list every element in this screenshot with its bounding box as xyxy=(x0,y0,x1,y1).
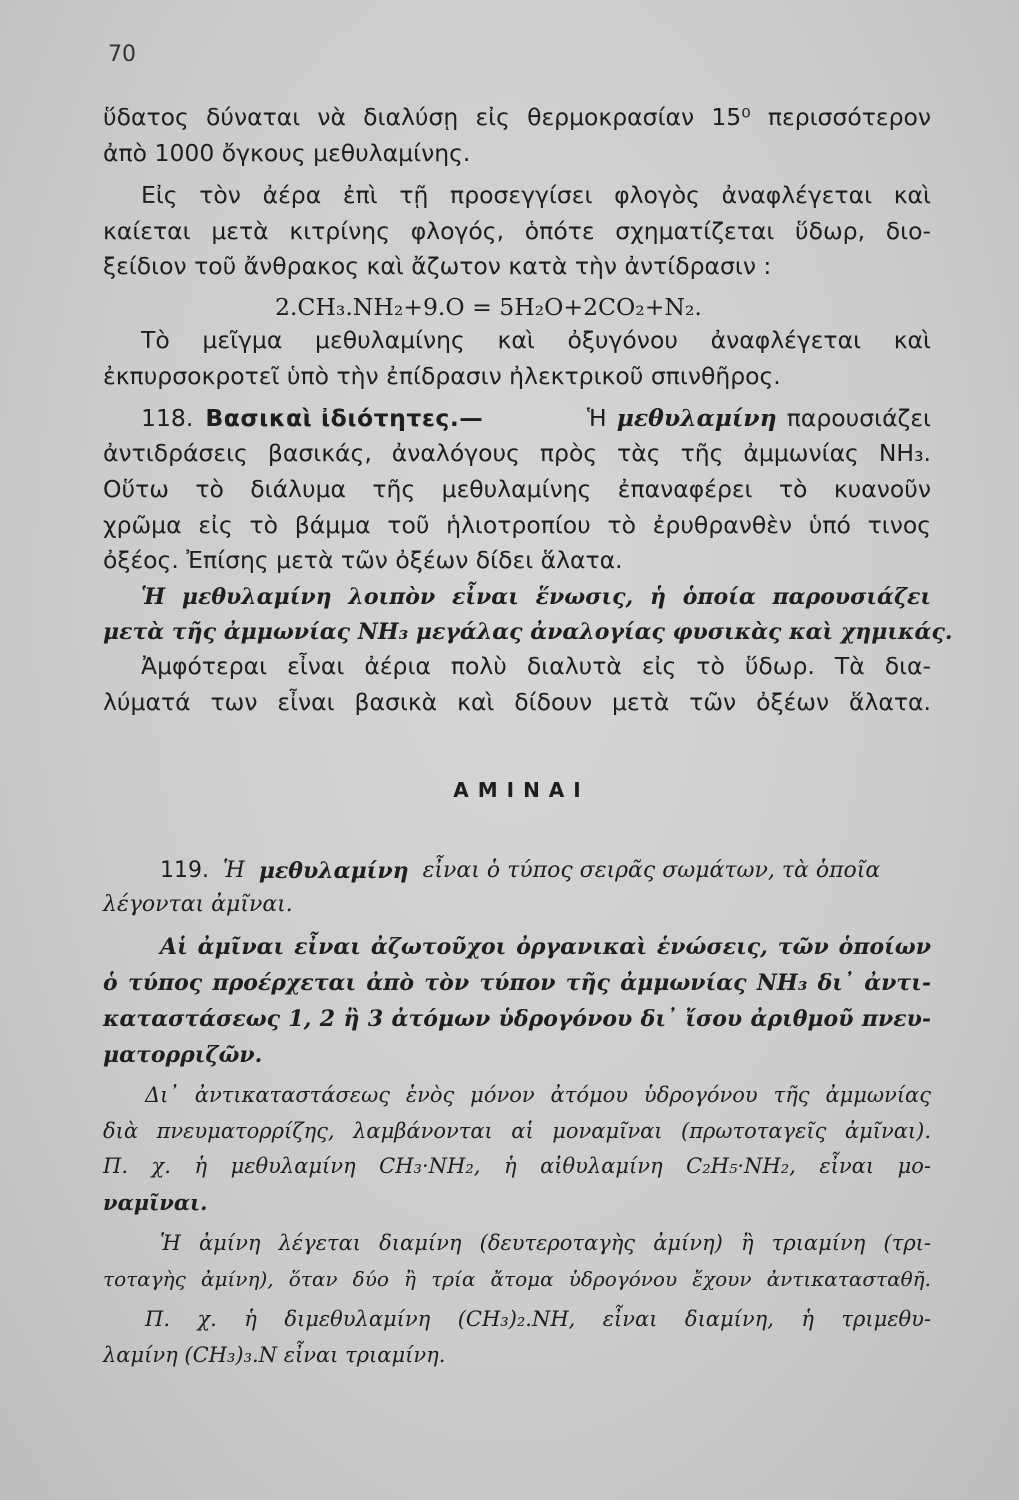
text-line: ναμῖναι. xyxy=(103,1190,208,1215)
section-text: Ἡ xyxy=(222,858,245,883)
text-line: τοταγὴς ἀμίνη), ὅταν δύο ἢ τρία ἄτομα ὑδρογόνου ἔχουν ἀντικατασταθῆ. xyxy=(103,1267,931,1291)
text-line: Δι᾽ ἀντικαταστάσεως ἑνὸς μόνον ἀτόμου ὑδρογόνου τῆς ἀμμωνίας xyxy=(145,1083,931,1107)
emphasis-line: μετὰ τῆς ἀμμωνίας NH₃ μεγάλας ἀναλογίας φυσικὰς καὶ χημικάς. xyxy=(103,619,953,645)
text-line: ξείδιον τοῦ ἄνθρακος καὶ ἄζωτον κατὰ τὴν ἀντίδρασιν : xyxy=(103,252,772,280)
emphasis-text: μεθυλαμίνη xyxy=(258,858,409,884)
page-number: 70 xyxy=(108,42,136,67)
definition-line: ὁ τύπος προέρχεται ἀπὸ τὸν τύπον τῆς ἀμμωνίας NH₃ δι᾽ ἀντι- xyxy=(103,970,931,996)
emphasis-text: μεθυλαμίνη xyxy=(616,404,777,432)
section-text: παρουσιάζει xyxy=(786,404,931,432)
text-line: Οὕτω τὸ διάλυμα τῆς μεθυλαμίνης ἐπαναφέρει τὸ κυανοῦν xyxy=(103,475,931,503)
section-119-line xyxy=(160,860,931,882)
text-line: ἐκπυρσοκροτεῖ ὑπὸ τὴν ἐπίδρασιν ἠλεκτρικοῦ σπινθῆρος. xyxy=(103,362,781,390)
section-heading: ΑΜΙΝΑΙ xyxy=(453,778,590,802)
text-line: λαμίνη (CH₃)₃.N εἶναι τριαμίνη. xyxy=(103,1343,446,1367)
text-line: Ἀμφότεραι εἶναι ἀέρια πολὺ διαλυτὰ εἰς τὸ ὕδωρ. Τὰ δια- xyxy=(141,652,931,680)
text-line: ὕδατος δύναται νὰ διαλύσῃ εἰς θερμοκρασίαν 15⁰ περισσότερον xyxy=(103,103,931,131)
text-line: λύματά των εἶναι βασικὰ καὶ δίδουν μετὰ τῶν ὀξέων ἅλατα. xyxy=(103,688,931,716)
text-line: χρῶμα εἰς τὸ βάμμα τοῦ ἡλιοτροπίου τὸ ἐρυθρανθὲν ὑπό τινος xyxy=(103,511,931,539)
section-title: Βασικαὶ ἰδιότητες.— xyxy=(205,404,484,432)
text-line: ὀξέος. Ἐπίσης μετὰ τῶν ὀξέων δίδει ἅλατα. xyxy=(103,546,623,574)
text-line: καίεται μετὰ κιτρίνης φλογός, ὁπότε σχηματίζεται ὕδωρ, διο- xyxy=(103,217,931,245)
text-line: ἀπὸ 1000 ὄγκους μεθυλαμίνης. xyxy=(103,139,471,167)
emphasis-line: Ἡ μεθυλαμίνη λοιπὸν εἶναι ἕνωσις, ἡ ὁποία παρουσιάζει xyxy=(141,584,931,610)
text-line: ἀντιδράσεις βασικάς, ἀναλόγους πρὸς τὰς τῆς ἀμμωνίας NH₃. xyxy=(103,439,931,467)
text-line: Τὸ μεῖγμα μεθυλαμίνης καὶ ὀξυγόνου ἀναφλέγεται καὶ xyxy=(141,326,931,354)
section-118-header xyxy=(141,404,931,432)
chemical-equation: 2.CH₃.NH₂+9.O = 5H₂O+2CO₂+N₂. xyxy=(275,293,702,321)
text-line: Π. χ. ἡ διμεθυλαμίνη (CH₃)₂.NH, εἶναι διαμίνη, ἡ τριμεθυ- xyxy=(145,1307,931,1331)
section-text: εἶναι ὁ τύπος σειρᾶς σωμάτων, τὰ ὁποῖα xyxy=(422,858,881,883)
section-number: 119. xyxy=(160,858,209,883)
text-line: Εἰς τὸν ἀέρα ἐπὶ τῇ προσεγγίσει φλογὸς ἀναφλέγεται καὶ xyxy=(141,181,931,209)
text-line: Π. χ. ἡ μεθυλαμίνη CH₃·NH₂, ἡ αἰθυλαμίνη C₂H₅·NH₂, εἶναι μο- xyxy=(103,1154,931,1178)
section-number: 118. xyxy=(141,404,194,432)
definition-line: καταστάσεως 1, 2 ἢ 3 ἀτόμων ὑδρογόνου δι᾽ ἴσου ἀριθμοῦ πνευ- xyxy=(103,1006,931,1032)
definition-line: Αἱ ἀμῖναι εἶναι ἀζωτοῦχοι ὀργανικαὶ ἑνώσεις, τῶν ὁποίων xyxy=(160,934,931,960)
text-line: λέγονται ἀμῖναι. xyxy=(103,892,293,917)
text-line: Ἡ ἀμίνη λέγεται διαμίνη (δευτεροταγὴς ἀμίνη) ἢ τριαμίνη (τρι- xyxy=(160,1231,931,1255)
section-text: Ἡ xyxy=(587,404,607,432)
definition-line: ματορριζῶν. xyxy=(103,1042,263,1068)
text-line: διὰ πνευματορρίζης, λαμβάνονται αἱ μοναμῖναι (πρωτοταγεῖς ἀμῖναι). xyxy=(103,1119,931,1143)
